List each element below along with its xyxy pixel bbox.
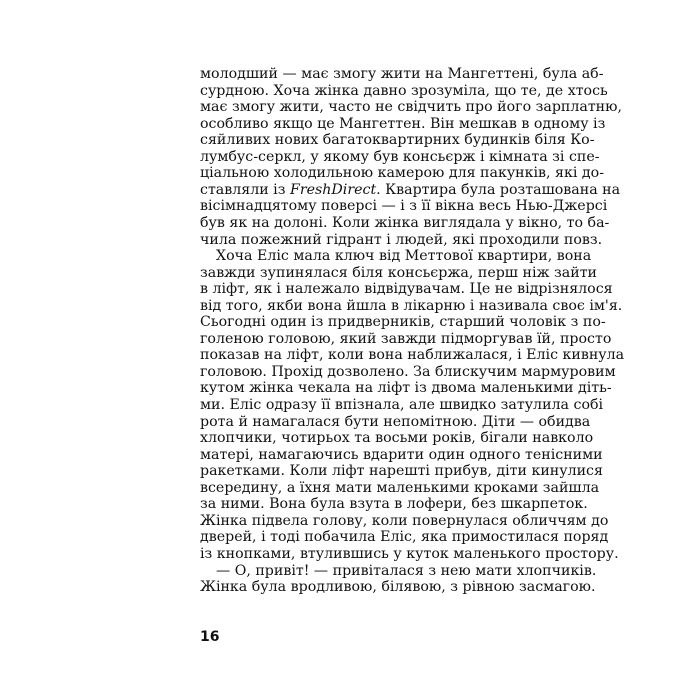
text-line: особливо якщо це Мангеттен. Він мешкав в одному із [200, 115, 606, 132]
text-line: має змогу жити, часто не свідчить про його зарплатню, [200, 99, 623, 116]
text-line: Хоча Еліс мала ключ від Меттової квартири, вона [216, 248, 592, 265]
text-line: Жінка підвела голову, коли повернулася обличчям до [200, 512, 609, 529]
text-line: Жінка була вродливою, білявою, з рівною засмагою. [200, 579, 596, 596]
text-line: всередину, а їхня мати маленькими кроками зайшла [200, 479, 600, 496]
text-line: за ними. Вона була взута в лофери, без шкарпеток. [200, 496, 588, 513]
text-line: від того, якби вона йшла в лікарню і називала своє ім'я. [200, 297, 623, 314]
text-line: матері, намагаючись вдарити один одного тенісними [200, 446, 603, 463]
text-line: був як на долоні. Коли жінка виглядала у вікно, то ба- [200, 214, 610, 231]
text-line: сяйливих нових багатоквартирних будинків біля Ко- [200, 132, 595, 149]
text-line: в ліфт, як і належало відвідувачам. Це не відрізнялося [200, 281, 613, 298]
text-line: дверей, і тоді побачила Еліс, яка примостилася поряд [200, 529, 609, 546]
brand-name: FreshDirect [289, 181, 377, 198]
text-segment: . Квартира була розташована на [376, 181, 621, 198]
text-line: ми. Еліс одразу її впізнала, але швидко затулила собі [200, 397, 604, 413]
page-number: 16 [200, 629, 220, 645]
text-line: вісімнадцятому поверсі — і з її вікна весь Нью-Джерсі [200, 198, 608, 215]
text-line [200, 181, 621, 199]
text-line: сурдною. Хоча жінка давно зрозуміла, що те, де хтось [200, 82, 608, 99]
text-line: показав на ліфт, коли вона наближалася, і Еліс кивнула [200, 347, 625, 364]
text-line: лумбус-серкл, у якому був консьєрж і кімната зі спе- [200, 148, 600, 165]
text-segment: ставляли із [200, 181, 290, 198]
text-line: із кнопками, втулившись у куток маленького простору. [200, 545, 619, 562]
text-line: хлопчики, чотирьох та восьми років, бігали навколо [200, 430, 594, 447]
text-line: молодший — має змогу жити на Мангеттені, була аб- [200, 66, 604, 82]
text-line: чила пожежний гідрант і людей, які проходили повз. [200, 231, 603, 248]
text-line: — О, привіт! — привіталася з нею мати хлопчиків. [216, 562, 597, 579]
text-line: завжди зупинялася біля консьєржа, перш ніж зайти [200, 264, 598, 281]
text-line: ракетками. Коли ліфт нарешті прибув, діти кинулися [200, 463, 603, 480]
text-line: головою. Прохід дозволено. За блискучим мармуровим [200, 363, 616, 380]
text-line: голеною головою, який завжди підморгував їй, просто [200, 330, 612, 347]
text-line: рота й намагалася бути непомітною. Діти — обидва [200, 413, 591, 430]
text-line: Сьогодні один із придверників, старший чоловік з по- [200, 314, 606, 331]
text-line: ціальною холодильною камерою для пакунків, які до- [200, 165, 604, 182]
text-line: кутом жінка чекала на ліфт із двома маленькими діть- [200, 380, 612, 397]
